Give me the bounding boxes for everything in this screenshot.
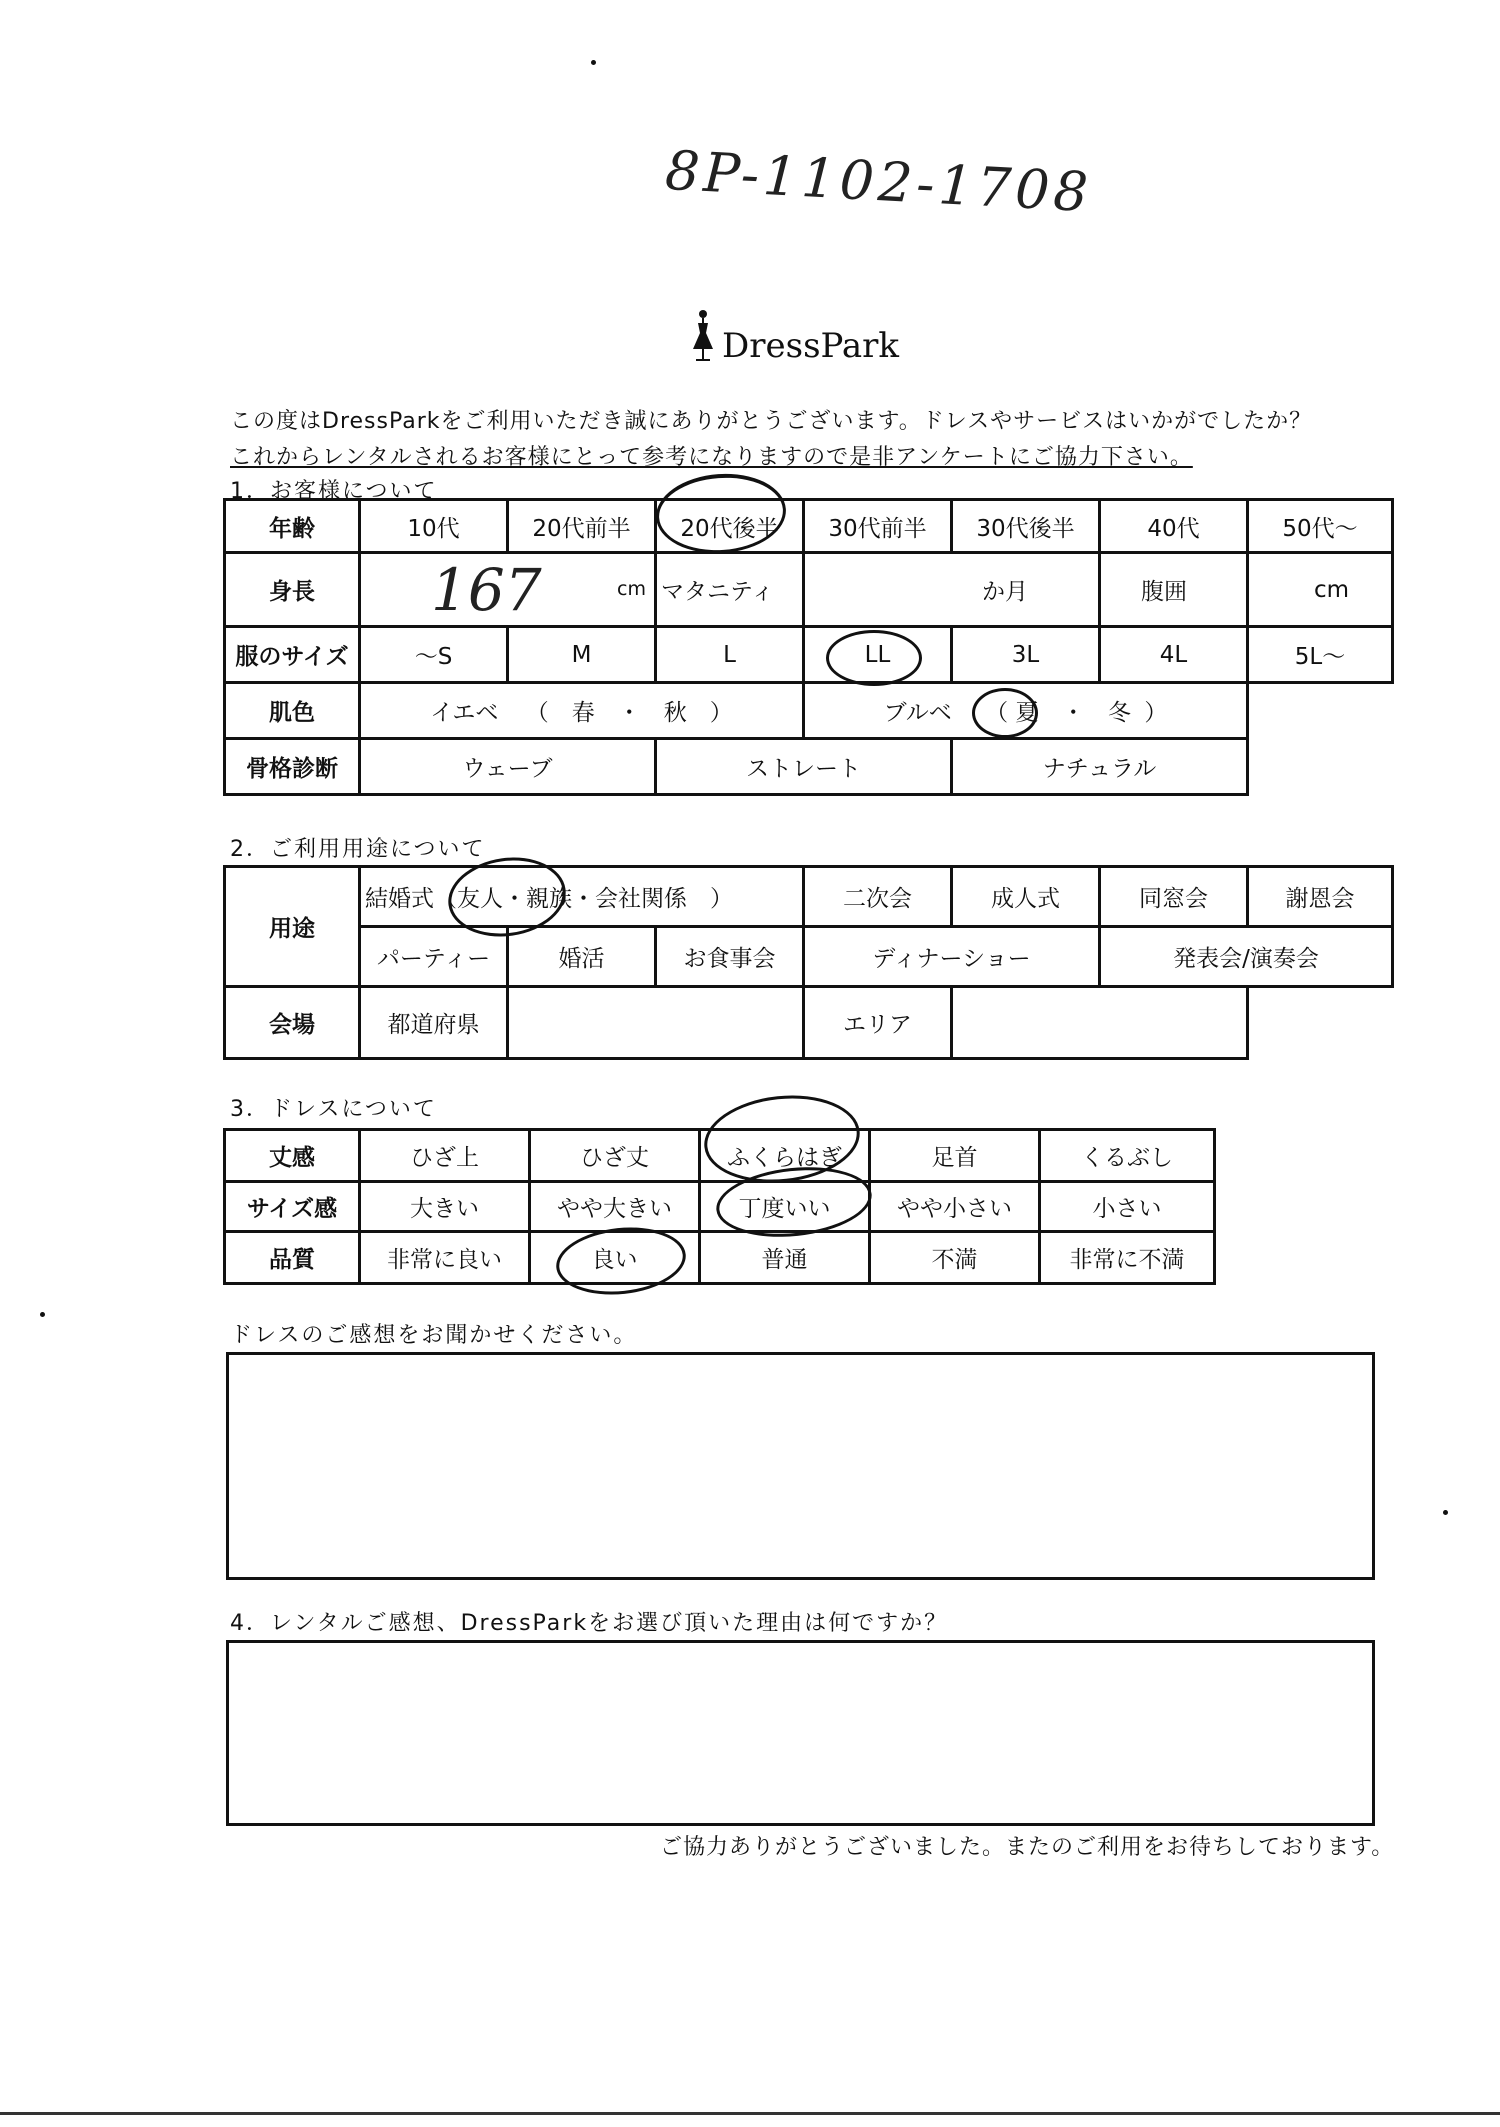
usage-option[interactable]: 謝恩会 <box>1248 867 1393 927</box>
bone-option[interactable]: ウェーブ <box>360 739 656 795</box>
age-option[interactable]: 30代後半 <box>952 500 1100 553</box>
quality-label: 品質 <box>225 1232 360 1284</box>
bottom-rule <box>0 2112 1500 2115</box>
height-value: 167 <box>431 555 542 624</box>
age-option[interactable]: 40代 <box>1100 500 1248 553</box>
skin-yellow-seasons: （ 春 ・ 秋 ） <box>525 700 733 726</box>
size-label: 服のサイズ <box>225 627 360 683</box>
empty-cell <box>1248 739 1393 795</box>
length-option[interactable]: 足首 <box>870 1130 1040 1182</box>
scan-speck <box>40 1312 45 1317</box>
age-option[interactable]: 10代 <box>360 500 508 553</box>
waist-unit: cm <box>1313 576 1349 603</box>
age-label: 年齢 <box>225 500 360 553</box>
bone-option[interactable]: ストレート <box>656 739 952 795</box>
size-row <box>225 627 1393 683</box>
closing-text: ご協力ありがとうございました。またのご利用をお待ちしております。 <box>660 1835 1395 1860</box>
length-row <box>225 1130 1215 1182</box>
usage-option[interactable]: ディナーショー <box>804 927 1100 987</box>
usage-option[interactable]: 成人式 <box>952 867 1100 927</box>
age-option[interactable]: 30代前半 <box>804 500 952 553</box>
fit-option[interactable]: 大きい <box>360 1182 530 1232</box>
handwritten-code: 8P-1102-1708 <box>663 138 1094 225</box>
quality-option[interactable]: 非常に不満 <box>1040 1232 1215 1284</box>
maternity-label: マタニティ <box>656 553 804 627</box>
length-option[interactable]: ひざ上 <box>360 1130 530 1182</box>
skin-label: 肌色 <box>225 683 360 739</box>
size-option[interactable]: L <box>656 627 804 683</box>
rental-comment-box[interactable] <box>226 1640 1375 1826</box>
usage-option[interactable]: 二次会 <box>804 867 952 927</box>
age-option[interactable]: 20代前半 <box>508 500 656 553</box>
size-option[interactable]: 4L <box>1100 627 1248 683</box>
usage-option[interactable]: お食事会 <box>656 927 804 987</box>
venue-label: 会場 <box>225 987 360 1059</box>
length-label: 丈感 <box>225 1130 360 1182</box>
age-option[interactable]: 20代後半 <box>656 500 804 553</box>
logo-text: DressPark <box>722 326 900 366</box>
height-unit: cm <box>617 578 646 600</box>
dress-icon <box>690 309 716 363</box>
fit-label: サイズ感 <box>225 1182 360 1232</box>
height-field[interactable] <box>360 553 656 627</box>
height-label: 身長 <box>225 553 360 627</box>
wedding-option[interactable] <box>360 867 804 927</box>
wedding-rest: ・親族・会社関係 ） <box>503 886 733 912</box>
scan-speck <box>591 60 596 65</box>
bone-row <box>225 739 1393 795</box>
maternity-field[interactable] <box>804 553 1100 627</box>
skin-blue-open: （ <box>985 700 1009 726</box>
section-4-title: 4．レンタルご感想、DressParkをお選び頂いた理由は何ですか？ <box>230 1611 949 1636</box>
bone-option[interactable]: ナチュラル <box>952 739 1248 795</box>
friend-option: 友人 <box>457 886 503 912</box>
prefecture-field[interactable] <box>508 987 804 1059</box>
customer-table <box>223 498 1394 796</box>
intro-line-1: この度はDressParkをご利用いただき誠にありがとうございます。ドレスやサービスはいかがでしたか？ <box>230 409 1313 434</box>
skin-blue-label: ブルベ <box>883 700 952 726</box>
fit-option[interactable]: やや大きい <box>530 1182 700 1232</box>
size-option[interactable]: 〜S <box>360 627 508 683</box>
waist-label: 腹囲 <box>1100 553 1248 627</box>
empty-cell <box>1248 987 1393 1059</box>
section-3-title: 3．ドレスについて <box>230 1097 437 1122</box>
prefecture-label: 都道府県 <box>360 987 508 1059</box>
waist-field[interactable] <box>1248 553 1393 627</box>
fit-option[interactable]: やや小さい <box>870 1182 1040 1232</box>
age-option[interactable]: 50代〜 <box>1248 500 1393 553</box>
usage-table <box>223 865 1394 1060</box>
venue-row <box>225 987 1393 1059</box>
section-1-title: 1．お客様について <box>230 479 438 504</box>
length-option[interactable]: くるぶし <box>1040 1130 1215 1182</box>
quality-option[interactable]: 不満 <box>870 1232 1040 1284</box>
skin-yellow-label: イエベ <box>430 700 499 726</box>
fit-option[interactable]: 丁度いい <box>700 1182 870 1232</box>
size-option[interactable]: M <box>508 627 656 683</box>
quality-row <box>225 1232 1215 1284</box>
area-label: エリア <box>804 987 952 1059</box>
skin-blue-option[interactable] <box>804 683 1248 739</box>
usage-label: 用途 <box>225 867 360 987</box>
skin-blue-winter: 冬 <box>1108 700 1132 726</box>
logo <box>690 313 900 366</box>
skin-blue-summer: 夏 <box>1015 700 1039 726</box>
fit-option[interactable]: 小さい <box>1040 1182 1215 1232</box>
area-field[interactable] <box>952 987 1248 1059</box>
skin-blue-close: ） <box>1144 700 1168 726</box>
usage-row-2 <box>225 927 1393 987</box>
section-2-title: 2．ご利用用途について <box>230 837 486 862</box>
dress-table <box>223 1128 1216 1285</box>
age-row <box>225 500 1393 553</box>
quality-option[interactable]: 普通 <box>700 1232 870 1284</box>
usage-row-1 <box>225 867 1393 927</box>
size-option[interactable]: 3L <box>952 627 1100 683</box>
scan-speck <box>1443 1510 1448 1515</box>
usage-option[interactable]: パーティー <box>360 927 508 987</box>
fit-row <box>225 1182 1215 1232</box>
length-option[interactable]: ふくらはぎ <box>700 1130 870 1182</box>
length-option[interactable]: ひざ丈 <box>530 1130 700 1182</box>
skin-yellow-option[interactable] <box>360 683 804 739</box>
empty-cell <box>1248 683 1393 739</box>
quality-option[interactable]: 非常に良い <box>360 1232 530 1284</box>
size-option[interactable]: 5L〜 <box>1248 627 1393 683</box>
maternity-unit: か月 <box>982 579 1028 605</box>
height-row <box>225 553 1393 627</box>
skin-row <box>225 683 1393 739</box>
size-option[interactable]: LL <box>804 627 952 683</box>
wedding-label: 結婚式（ <box>365 886 457 912</box>
quality-option[interactable]: 良い <box>530 1232 700 1284</box>
usage-option[interactable]: 婚活 <box>508 927 656 987</box>
usage-option[interactable]: 同窓会 <box>1100 867 1248 927</box>
usage-option[interactable]: 発表会/演奏会 <box>1100 927 1393 987</box>
dress-comment-box[interactable] <box>226 1352 1375 1580</box>
intro-line-2: これからレンタルされるお客様にとって参考になりますので是非アンケートにご協力下さい。 <box>230 445 1193 470</box>
dress-comment-prompt: ドレスのご感想をお聞かせください。 <box>230 1323 638 1348</box>
bone-label: 骨格診断 <box>225 739 360 795</box>
skin-blue-dot: ・ <box>1061 700 1085 726</box>
